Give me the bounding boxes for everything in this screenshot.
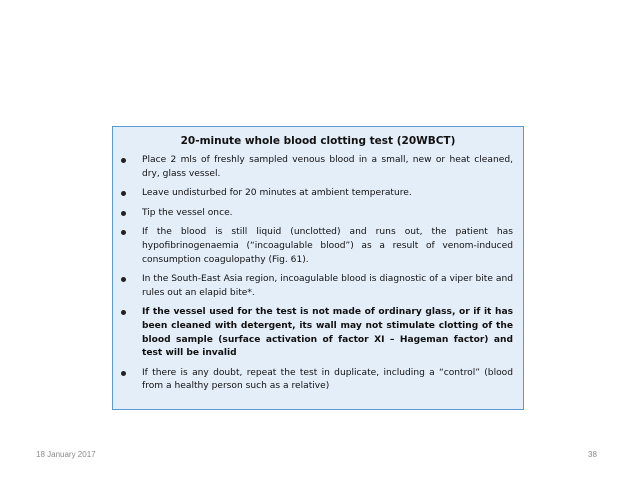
list-item bbox=[113, 207, 523, 221]
list-item-text: If there is any doubt, repeat the test in duplicate, including a “control” (blood from a healthy person such as a relative) bbox=[142, 367, 513, 392]
box-title: 20-minute whole blood clotting test (20WBCT) bbox=[180, 135, 456, 147]
info-box bbox=[112, 126, 524, 410]
bullet-icon bbox=[121, 310, 126, 315]
page-number: 38 bbox=[588, 450, 597, 459]
list-item-text: If the vessel used for the test is not made of ordinary glass, or if it has been cleaned with detergent, its wall may not stimulate clotting of the blood sample (surface activation of factor XI – Hageman factor) and test will be invalid bbox=[142, 307, 513, 359]
list-item-warning bbox=[113, 306, 523, 360]
list-item bbox=[113, 367, 523, 394]
bullet-icon bbox=[121, 371, 126, 376]
list-item-text: In the South-East Asia region, incoagulable blood is diagnostic of a viper bite and rules out an elapid bite*. bbox=[142, 274, 513, 298]
list-item-text: If the blood is still liquid (unclotted) and runs out, the patient has hypofibrinogenaemia (“incoagulable blood”) as a result of venom-induced consumption coagulopathy (Fig. 61). bbox=[142, 227, 513, 265]
bullet-icon bbox=[121, 158, 126, 163]
bullet-list bbox=[113, 154, 523, 400]
footer-date: 18 January 2017 bbox=[36, 450, 96, 459]
list-item-text: Tip the vessel once. bbox=[142, 207, 233, 218]
bullet-icon bbox=[121, 230, 126, 235]
list-item-text: Leave undisturbed for 20 minutes at ambient temperature. bbox=[142, 188, 412, 199]
bullet-icon bbox=[121, 277, 126, 282]
bullet-icon bbox=[121, 211, 126, 216]
list-item bbox=[113, 226, 523, 267]
list-item bbox=[113, 187, 523, 201]
bullet-icon bbox=[121, 191, 126, 196]
list-item-text: Place 2 mls of freshly sampled venous blood in a small, new or heat cleaned, dry, glass vessel. bbox=[142, 155, 513, 179]
list-item bbox=[113, 273, 523, 300]
list-item bbox=[113, 154, 523, 181]
